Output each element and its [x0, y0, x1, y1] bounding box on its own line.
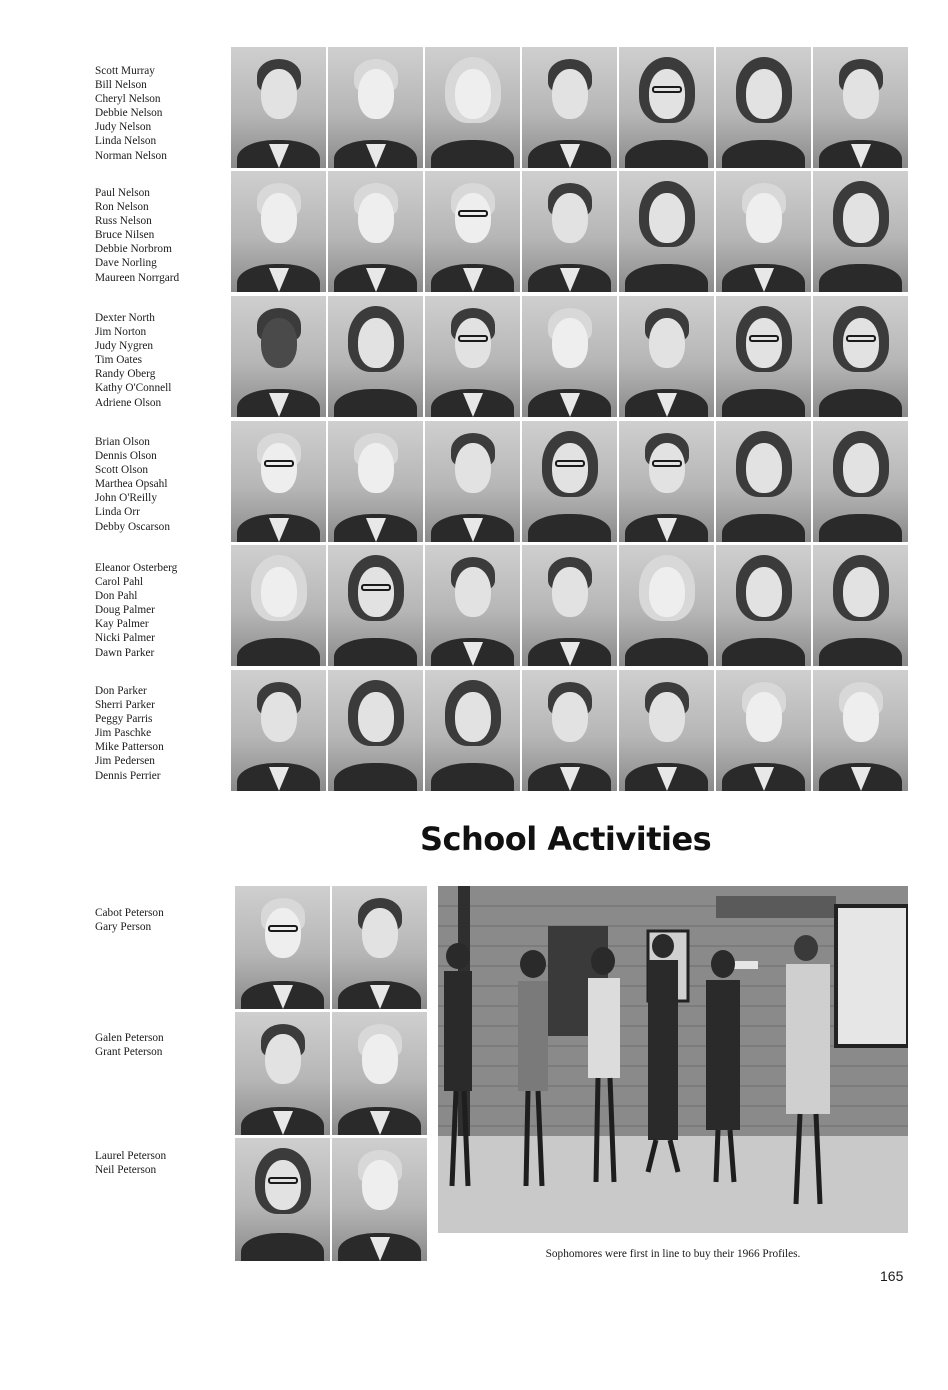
student-portrait	[813, 421, 908, 542]
student-name: Peggy Parris	[95, 713, 153, 726]
name-list-lower-2	[95, 1031, 164, 1059]
portrait-lower-row-3	[235, 1138, 428, 1261]
student-name: John O'Reilly	[95, 492, 157, 505]
student-name: Tim Oates	[95, 354, 142, 367]
student-portrait	[813, 545, 908, 666]
student-portrait	[716, 171, 811, 292]
student-portrait	[716, 421, 811, 542]
student-name: Scott Murray	[95, 65, 155, 77]
student-name: Jim Paschke	[95, 727, 152, 740]
student-portrait	[522, 296, 617, 417]
student-name: Adriene Olson	[95, 396, 162, 409]
student-portrait	[425, 296, 520, 417]
student-portrait	[425, 171, 520, 292]
student-portrait	[716, 296, 811, 417]
student-portrait	[619, 545, 714, 666]
student-portrait	[619, 670, 714, 791]
student-portrait	[619, 296, 714, 417]
student-name: Grant Peterson	[95, 1046, 163, 1059]
student-portrait	[425, 421, 520, 542]
student-portrait	[522, 421, 617, 542]
student-portrait	[235, 1138, 330, 1261]
student-portrait	[328, 171, 423, 292]
student-name: Nicki Palmer	[95, 632, 155, 645]
student-name: Dave Norling	[95, 257, 157, 270]
student-portrait	[813, 296, 908, 417]
student-name: Maureen Norrgard	[95, 271, 180, 284]
student-name: Brian Olson	[95, 436, 150, 448]
student-name: Gary Person	[95, 921, 152, 934]
student-portrait	[716, 47, 811, 168]
student-portrait	[619, 47, 714, 168]
student-portrait	[231, 545, 326, 666]
student-name: Sherri Parker	[95, 699, 155, 712]
name-list-row-3	[95, 311, 171, 410]
student-name: Marthea Opsahl	[95, 478, 168, 491]
student-name: Dawn Parker	[95, 646, 155, 659]
student-name: Scott Olson	[95, 464, 149, 477]
student-portrait	[522, 545, 617, 666]
student-portrait	[522, 171, 617, 292]
student-portrait	[231, 171, 326, 292]
student-portrait	[328, 421, 423, 542]
student-name: Mike Patterson	[95, 741, 164, 754]
name-list-row-4	[95, 435, 170, 534]
student-portrait	[716, 545, 811, 666]
student-portrait	[231, 296, 326, 417]
student-name: Kay Palmer	[95, 618, 149, 631]
student-name: Doug Palmer	[95, 604, 155, 617]
student-name: Galen Peterson	[95, 1032, 164, 1044]
student-name: Carol Pahl	[95, 576, 144, 589]
student-name: Randy Oberg	[95, 368, 156, 381]
student-name: Don Pahl	[95, 590, 138, 603]
student-name: Linda Nelson	[95, 135, 157, 148]
activity-photo	[438, 886, 908, 1233]
student-name: Eleanor Osterberg	[95, 562, 178, 574]
name-list-lower-3	[95, 1149, 166, 1177]
student-portrait	[522, 47, 617, 168]
student-portrait	[235, 1012, 330, 1135]
page-number: 165	[880, 1268, 904, 1284]
student-portrait	[813, 47, 908, 168]
student-name: Kathy O'Connell	[95, 382, 172, 395]
student-name: Bill Nelson	[95, 79, 147, 92]
student-portrait	[619, 421, 714, 542]
student-name: Judy Nelson	[95, 121, 152, 134]
student-name: Bruce Nilsen	[95, 229, 155, 242]
student-name: Cheryl Nelson	[95, 93, 161, 106]
student-portrait	[332, 886, 427, 1009]
student-portrait	[425, 47, 520, 168]
portrait-row-3	[231, 296, 904, 417]
student-portrait	[813, 171, 908, 292]
student-name: Cabot Peterson	[95, 907, 164, 919]
student-name: Jim Norton	[95, 326, 147, 339]
student-portrait	[231, 421, 326, 542]
student-name: Jim Pedersen	[95, 755, 155, 768]
student-portrait	[328, 670, 423, 791]
name-list-row-1	[95, 64, 167, 163]
student-portrait	[425, 545, 520, 666]
student-name: Neil Peterson	[95, 1164, 157, 1177]
student-name: Norman Nelson	[95, 149, 167, 162]
student-name: Ron Nelson	[95, 201, 149, 214]
name-list-row-2	[95, 186, 179, 285]
student-portrait	[332, 1138, 427, 1261]
student-portrait	[328, 47, 423, 168]
photo-caption: Sophomores were first in line to buy their 1966 Profiles.	[545, 1248, 801, 1260]
portrait-row-4	[231, 421, 904, 542]
portrait-row-2	[231, 171, 904, 292]
student-name: Judy Nygren	[95, 340, 154, 353]
student-portrait	[235, 886, 330, 1009]
student-name: Debby Oscarson	[95, 520, 170, 533]
student-portrait	[231, 47, 326, 168]
portrait-row-6	[231, 670, 904, 791]
student-name: Dexter North	[95, 312, 155, 324]
name-list-row-5	[95, 561, 177, 660]
student-name: Linda Orr	[95, 506, 140, 519]
student-portrait	[425, 670, 520, 791]
student-name: Dennis Olson	[95, 450, 157, 463]
student-name: Paul Nelson	[95, 187, 150, 199]
student-name: Debbie Norbrom	[95, 243, 172, 256]
student-portrait	[328, 545, 423, 666]
portrait-row-1	[231, 47, 904, 168]
portrait-row-5	[231, 545, 904, 666]
portrait-lower-row-1	[235, 886, 428, 1009]
name-list-row-6	[95, 684, 164, 783]
student-name: Laurel Peterson	[95, 1150, 167, 1162]
student-portrait	[231, 670, 326, 791]
student-portrait	[619, 171, 714, 292]
student-portrait	[328, 296, 423, 417]
student-portrait	[716, 670, 811, 791]
student-portrait	[813, 670, 908, 791]
student-portrait	[332, 1012, 427, 1135]
name-list-lower-1	[95, 906, 164, 934]
portrait-lower-row-2	[235, 1012, 428, 1135]
section-heading: School Activities	[420, 820, 712, 858]
student-name: Don Parker	[95, 685, 147, 697]
student-name: Debbie Nelson	[95, 107, 163, 120]
student-name: Dennis Perrier	[95, 769, 161, 782]
student-name: Russ Nelson	[95, 215, 152, 228]
student-portrait	[522, 670, 617, 791]
